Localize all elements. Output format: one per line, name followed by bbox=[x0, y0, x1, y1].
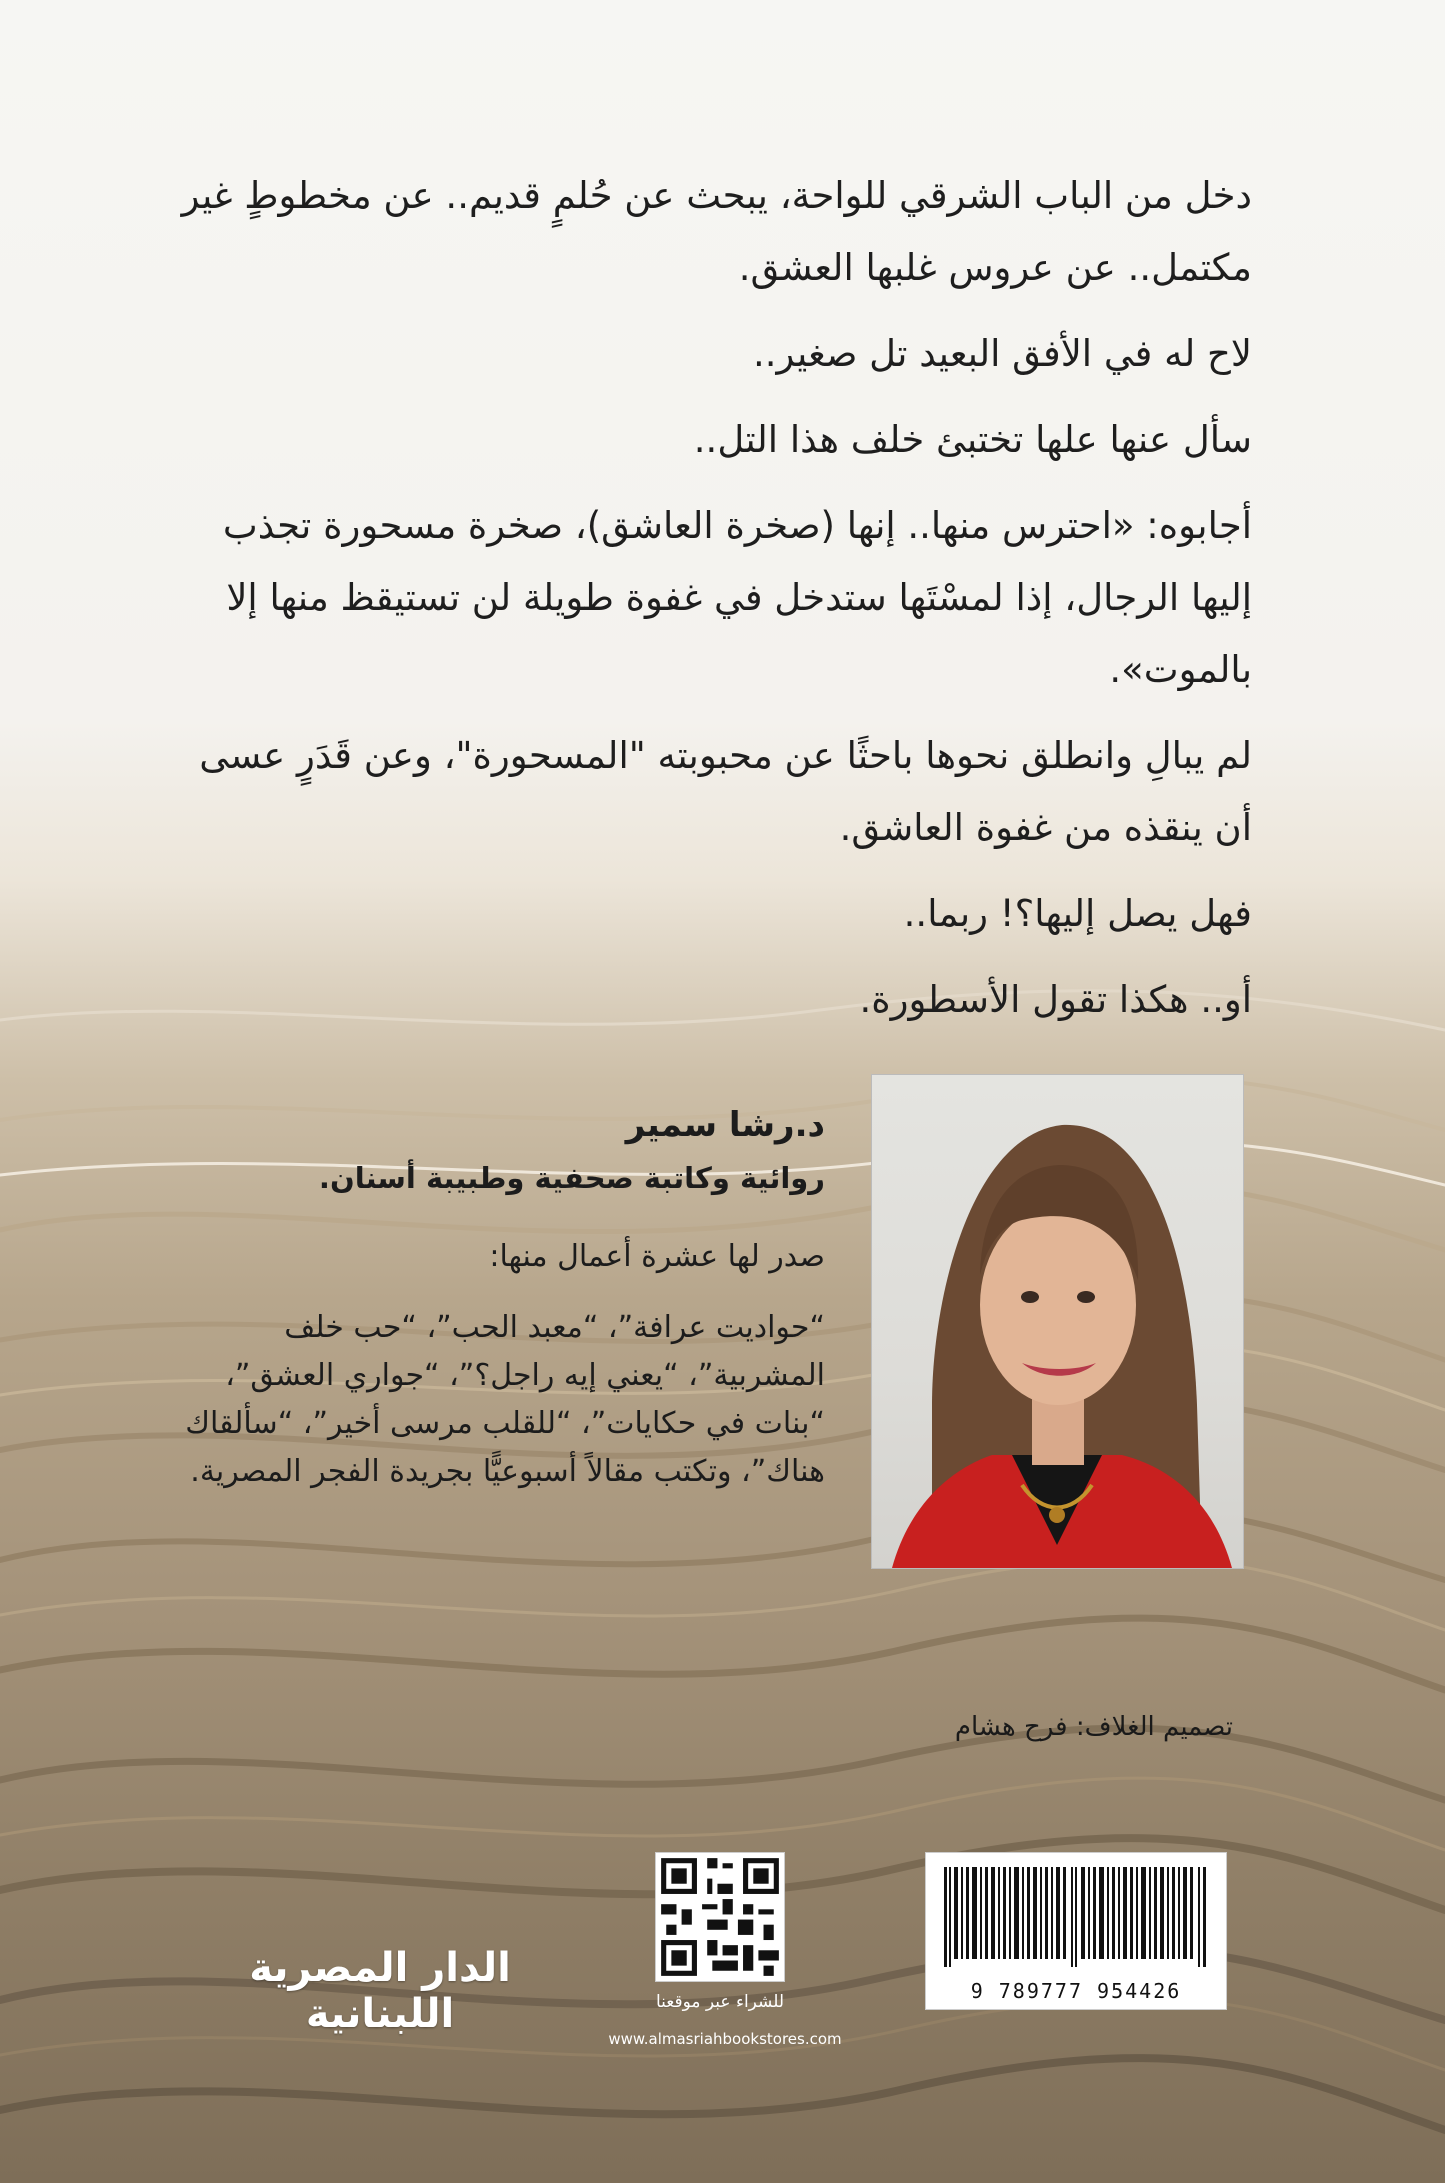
author-bio bbox=[165, 1100, 825, 1496]
author-photo bbox=[871, 1074, 1244, 1569]
publisher-logo: الدار المصرية اللبنانية bbox=[249, 1945, 511, 2037]
isbn-barcode bbox=[925, 1852, 1227, 2010]
blurb-paragraph: دخل من الباب الشرقي للواحة، يبحث عن حُلمٍ قديم.. عن مخطوطٍ غير مكتمل.. عن عروس غلبها العشق. bbox=[181, 174, 1252, 289]
blurb-paragraph: فهل يصل إليها؟! ربما.. bbox=[903, 892, 1252, 935]
author-name: د.رشا سمير bbox=[625, 1105, 825, 1145]
qr-caption: للشراء عبر موقعنا bbox=[655, 1992, 785, 2012]
blurb-paragraph: لم يبالِ وانطلق نحوها باحثًا عن محبوبته "المسحورة"، وعن قَدَرٍ عسى أن ينقذه من غفوة العاشق. bbox=[199, 734, 1252, 849]
blurb-paragraph: لاح له في الأفق البعيد تل صغير.. bbox=[753, 332, 1252, 375]
qr-code[interactable] bbox=[655, 1852, 785, 1982]
bookstore-url[interactable]: www.almasriahbookstores.com bbox=[608, 2030, 842, 2048]
qr-code-icon bbox=[656, 1853, 784, 1981]
blurb-paragraph: سأل عنها علها تختبئ خلف هذا التل.. bbox=[693, 418, 1252, 461]
barcode-icon bbox=[944, 1867, 1208, 1967]
isbn-number: 9 789777 954426 bbox=[970, 1979, 1182, 2003]
author-portrait-illustration bbox=[872, 1075, 1243, 1568]
blurb-paragraph: أجابوه: «احترس منها.. إنها (صخرة العاشق)، صخرة مسحورة تجذب إليها الرجال، إذا لمسْتَها ستدخل في غفوة طويلة لن تستيقظ منها إلا بالموت». bbox=[222, 504, 1252, 691]
back-cover-blurb bbox=[172, 160, 1252, 1050]
author-role: روائية وكاتبة صحفية وطبيبة أسنان. bbox=[318, 1161, 825, 1195]
works-intro: صدر لها عشرة أعمال منها: bbox=[489, 1239, 825, 1274]
works-list: “حواديت عرافة”، “معبد الحب”، “حب خلف المشربية”، “يعني إيه راجل؟”، “جواري العشق”، “بنات في حكايات”، “للقلب مرسى أخير”، “سألقاك هناك”، وتكتب مقالاً أسبوعيًّا بجريدة الفجر المصرية. bbox=[185, 1310, 825, 1489]
blurb-paragraph: أو.. هكذا تقول الأسطورة. bbox=[859, 978, 1252, 1021]
cover-designer-credit: تصميم الغلاف: فرح هشام bbox=[954, 1712, 1233, 1742]
